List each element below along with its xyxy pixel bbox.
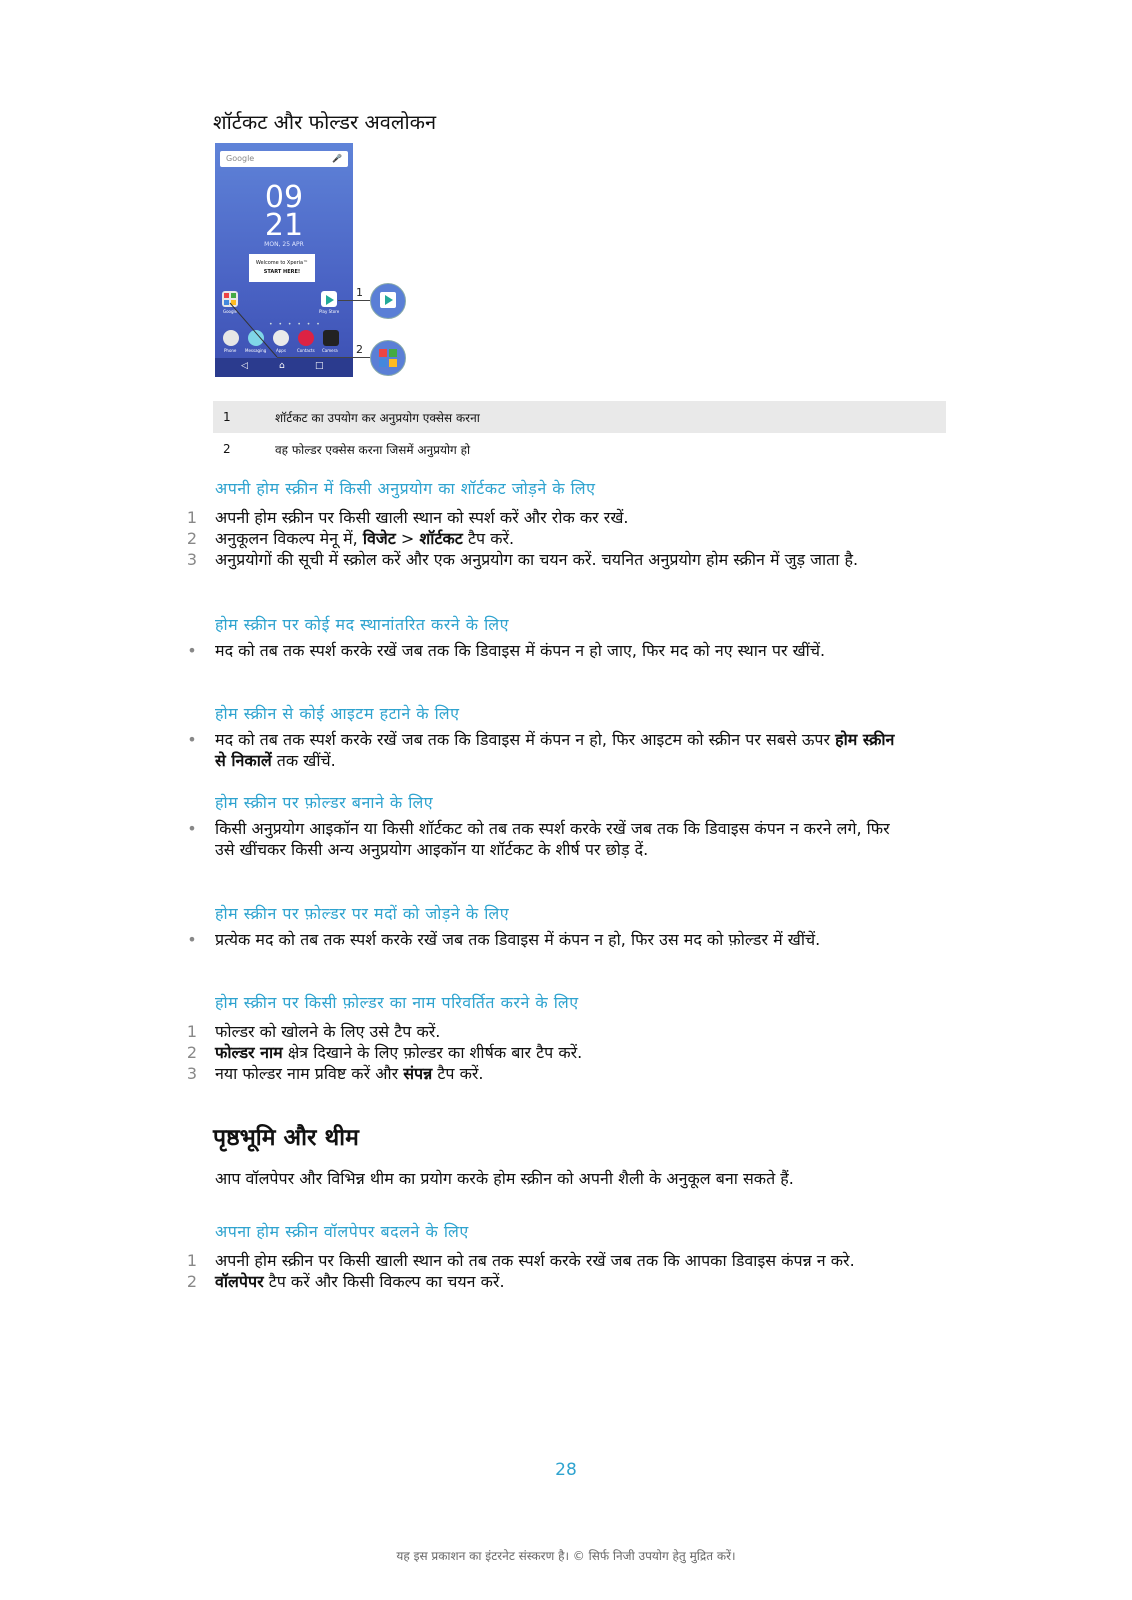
- step-number: 1: [186, 1251, 198, 1270]
- play-store-label: Play Store: [319, 309, 340, 314]
- legend-row: [213, 433, 946, 465]
- step-text: अपनी होम स्क्रीन पर किसी खाली स्थान को स्पर्श करें और रोक कर रखें.: [215, 508, 629, 527]
- welcome-line2: START HERE!: [263, 269, 301, 275]
- remove-from-home-label: होम स्क्रीन से निकालें: [215, 730, 895, 770]
- list-item: [185, 1271, 905, 1292]
- step-separator: >: [395, 529, 420, 548]
- add-to-folder-steps: [185, 929, 905, 950]
- done-label: संपन्न: [403, 1064, 433, 1083]
- callout2-number: 2: [356, 343, 363, 356]
- callout2-line: [277, 357, 370, 358]
- legend-text: शॉर्टकट का उपयोग कर अनुप्रयोग एक्सेस करना: [275, 410, 480, 425]
- recents-icon: □: [315, 361, 324, 371]
- step-text: मद को तब तक स्पर्श करके रखें जब तक कि डिवाइस में कंपन न हो, फिर आइटम को स्क्रीन पर सबसे ऊपर: [215, 730, 836, 749]
- search-bar-label: Google: [226, 154, 255, 163]
- callout1-line: [338, 300, 370, 301]
- wallpaper-steps: [185, 1250, 905, 1292]
- welcome-line1: Welcome to Xperia™: [255, 260, 309, 266]
- add-shortcut-steps: [185, 507, 905, 570]
- step-text: तक खींचें.: [271, 751, 336, 770]
- rename-folder-heading: होम स्क्रीन पर किसी फ़ोल्डर का नाम परिवर्तित करने के लिए: [215, 993, 579, 1012]
- list-item: [185, 549, 905, 570]
- move-item-heading: होम स्क्रीन पर कोई मद स्थानांतरित करने के लिए: [215, 615, 509, 634]
- clock-date: MON, 25 APR: [264, 241, 304, 248]
- folder-pointer-line: [215, 143, 353, 377]
- page-number: 28: [555, 1460, 577, 1480]
- step-text: क्षेत्र दिखाने के लिए फ़ोल्डर का शीर्षक बार टैप करें.: [282, 1043, 583, 1062]
- phone-screenshot: [215, 143, 353, 377]
- bullet: •: [187, 641, 197, 660]
- step-text: मद को तब तक स्पर्श करके रखें जब तक कि डिवाइस में कंपन न हो जाए, फिर मद को नए स्थान पर खींचें.: [215, 641, 826, 660]
- list-item: [185, 1250, 905, 1271]
- remove-item-heading: होम स्क्रीन से कोई आइटम हटाने के लिए: [215, 704, 460, 723]
- step-text: प्रत्येक मद को तब तक स्पर्श करके रखें जब तक डिवाइस में कंपन न हो, फिर उस मद को फ़ोल्डर में खींचें.: [215, 930, 821, 949]
- widget-menu-label: विजेट: [362, 529, 396, 548]
- list-item: [185, 640, 905, 661]
- google-folder-callout-icon: [370, 340, 406, 376]
- folder-name-label: फोल्डर नाम: [215, 1043, 283, 1062]
- step-number: 1: [186, 1022, 198, 1041]
- step-text: अपनी होम स्क्रीन पर किसी खाली स्थान को तब तक स्पर्श करके रखें जब तक कि आपका डिवाइस कंपन्न न करे.: [215, 1251, 855, 1270]
- list-item: [185, 1042, 905, 1063]
- bullet: •: [187, 819, 197, 838]
- home-icon: ⌂: [279, 361, 285, 371]
- list-item: [185, 507, 905, 528]
- step-text: किसी अनुप्रयोग आइकॉन या किसी शॉर्टकट को तब तक स्पर्श करके रखें जब तक कि डिवाइस कंपन न करने लगे, फिर उसे खींचकर किसी अन्य अनुप्रयोग आइकॉन या शॉर्टकट के शीर्ष पर छोड़ दें.: [215, 819, 890, 859]
- legend-row: [213, 401, 946, 433]
- bullet: •: [187, 930, 197, 949]
- step-text: टैप करें.: [462, 529, 515, 548]
- list-item: [185, 818, 905, 860]
- callout1-number: 1: [356, 286, 363, 299]
- mic-icon: 🎤: [332, 154, 342, 163]
- step-text: अनुकूलन विकल्प मेनू में,: [215, 529, 363, 548]
- step-number: 2: [186, 1043, 198, 1062]
- wallpaper-heading: अपना होम स्क्रीन वॉलपेपर बदलने के लिए: [215, 1222, 469, 1241]
- create-folder-heading: होम स्क्रीन पर फ़ोल्डर बनाने के लिए: [215, 793, 434, 812]
- list-item: [185, 1063, 905, 1084]
- remove-item-steps: [185, 729, 905, 771]
- dock-label-messaging: Messaging: [245, 348, 267, 353]
- dock-label-camera: Camera: [322, 348, 338, 353]
- clock-hour: 09: [264, 180, 304, 215]
- legend-table: [213, 401, 946, 465]
- step-number: 2: [186, 1272, 198, 1291]
- step-text: नया फोल्डर नाम प्रविष्ट करें और: [215, 1064, 404, 1083]
- step-number: 3: [186, 550, 198, 569]
- add-to-folder-heading: होम स्क्रीन पर फ़ोल्डर पर मदों को जोड़ने के लिए: [215, 904, 510, 923]
- list-item: [185, 729, 905, 771]
- legend-number: 2: [223, 442, 231, 456]
- wallpaper-label: वॉलपेपर: [215, 1272, 264, 1291]
- clock-minute: 21: [264, 208, 304, 243]
- step-text: टैप करें.: [432, 1064, 484, 1083]
- footer-notice: यह इस प्रकाशन का इंटरनेट संस्करण है। © सिर्फ निजी उपयोग हेतु मुद्रित करें।: [396, 1549, 736, 1563]
- shortcut-menu-label: शॉर्टकट: [419, 529, 463, 548]
- legend-text: वह फोल्डर एक्सेस करना जिसमें अनुप्रयोग हो: [275, 442, 471, 457]
- list-item: [185, 929, 905, 950]
- list-item: [185, 528, 905, 549]
- list-item: [185, 1021, 905, 1042]
- dock-label-phone: Phone: [224, 348, 237, 353]
- step-number: 2: [186, 529, 198, 548]
- page-indicator-dots: • • • • • •: [269, 321, 322, 328]
- step-text: टैप करें और किसी विकल्प का चयन करें.: [263, 1272, 505, 1291]
- back-icon: ◁: [241, 361, 248, 371]
- dock-label-apps: Apps: [276, 348, 286, 353]
- bullet: •: [187, 730, 197, 749]
- move-item-steps: [185, 640, 905, 661]
- legend-number: 1: [223, 410, 231, 424]
- step-number: 3: [186, 1064, 198, 1083]
- dock-label-contacts: Contacts: [297, 348, 315, 353]
- step-text: अनुप्रयोगों की सूची में स्क्रोल करें और एक अनुप्रयोग का चयन करें. चयनित अनुप्रयोग होम स्क्रीन में जुड़ जाता है.: [215, 550, 859, 569]
- add-shortcut-heading: अपनी होम स्क्रीन में किसी अनुप्रयोग का शॉर्टकट जोड़ने के लिए: [215, 479, 596, 498]
- rename-folder-steps: [185, 1021, 905, 1084]
- background-intro: आप वॉलपेपर और विभिन्न थीम का प्रयोग करके होम स्क्रीन को अपनी शैली के अनुकूल बना सकते हैं.: [215, 1169, 794, 1188]
- step-text: फोल्डर को खोलने के लिए उसे टैप करें.: [215, 1022, 441, 1041]
- create-folder-steps: [185, 818, 905, 860]
- play-store-callout-icon: [370, 283, 406, 319]
- overview-heading: शॉर्टकट और फोल्डर अवलोकन: [213, 110, 437, 134]
- background-themes-heading: पृष्ठभूमि और थीम: [213, 1125, 359, 1151]
- step-number: 1: [186, 508, 198, 527]
- google-folder-label: Google: [223, 309, 238, 314]
